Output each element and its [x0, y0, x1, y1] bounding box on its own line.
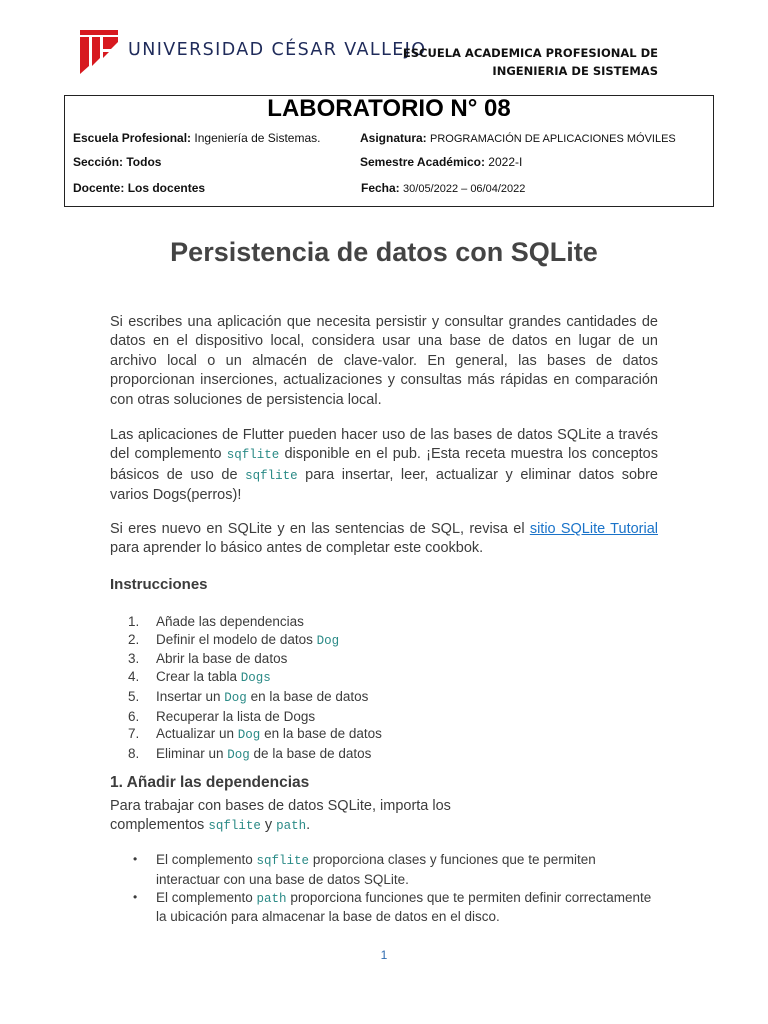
lab-info-box: [64, 95, 714, 207]
escuela-label: Escuela Profesional:: [73, 131, 192, 145]
fecha-label: Fecha:: [361, 181, 400, 195]
code-dog: Dog: [224, 690, 247, 705]
escuela-field: [73, 131, 320, 145]
step-number: 1.: [128, 614, 140, 629]
paragraph-flutter: [110, 426, 658, 506]
step-number: 8.: [128, 745, 140, 761]
seccion-field: [73, 155, 161, 169]
bullet-code: sqflite: [256, 854, 310, 868]
semestre-value: 2022-I: [488, 155, 523, 169]
deps-intro-text-2: y: [260, 817, 277, 834]
step-number: 5.: [128, 688, 140, 704]
page-number: 1: [380, 948, 388, 962]
step-text: Añade las dependencias: [156, 614, 304, 629]
instruction-step: [128, 613, 382, 631]
docente-value: Los docentes: [127, 181, 206, 195]
dependencies-intro: [110, 797, 490, 837]
bullet-item: [133, 851, 663, 889]
lab-title: LABORATORIO N° 08: [267, 95, 511, 122]
asignatura-label: Asignatura:: [360, 131, 427, 145]
code-dog: Dog: [227, 747, 250, 762]
bullet-text: El complemento: [156, 852, 257, 867]
bullet-icon: •: [133, 852, 138, 866]
instructions-heading: Instrucciones: [110, 576, 208, 593]
instruction-step: [128, 745, 382, 765]
school-line-2: INGENIERIA DE SISTEMAS: [492, 64, 658, 78]
paragraph-flutter-text-2: disponible en el pub. ¡Esta receta muestra los conceptos básicos de uso de: [110, 446, 658, 483]
sqlite-tutorial-link[interactable]: sitio SQLite Tutorial: [529, 521, 658, 537]
bullet-text: El complemento: [156, 889, 257, 905]
bullet-item: [133, 889, 663, 927]
school-name: [403, 44, 658, 80]
instruction-step: [128, 708, 382, 726]
deps-intro-text-3: .: [306, 817, 311, 834]
asignatura-field: [360, 131, 676, 145]
semestre-field: [360, 155, 522, 169]
seccion-value: Todos: [126, 155, 162, 169]
step-text-after: en la base de datos: [246, 688, 369, 704]
paragraph-flutter-text-1: Las aplicaciones de Flutter pueden hacer uso de las bases de datos SQLite a través del complemento: [110, 427, 658, 463]
docente-label: Docente:: [73, 181, 125, 195]
code-dog: Dog: [316, 633, 340, 648]
bullet-text-after: proporciona funciones que te permiten definir correctamente la ubicación para almacenar la base de datos en el disco.: [156, 889, 652, 925]
code-sqflite: sqflite: [208, 819, 261, 834]
instruction-step: [128, 725, 382, 745]
escuela-value: Ingeniería de Sistemas.: [194, 131, 321, 145]
instruction-step: [128, 650, 382, 668]
code-path: path: [276, 819, 307, 834]
bullet-code: path: [256, 891, 287, 906]
step-text: Insertar un: [156, 688, 225, 704]
university-logo-icon: [78, 28, 120, 76]
dependencies-heading: 1. Añadir las dependencias: [110, 774, 310, 791]
step-number: 3.: [128, 651, 140, 667]
bullet-icon: •: [133, 889, 138, 904]
university-name: UNIVERSIDAD CÉSAR VALLEJO: [128, 40, 427, 60]
code-dog: Dog: [237, 728, 261, 743]
step-text: Actualizar un: [156, 726, 238, 742]
code-sqflite: sqflite: [226, 448, 280, 463]
paragraph-tutorial-text-2: para aprender lo básico antes de completar este cookbok.: [110, 540, 484, 557]
asignatura-value: PROGRAMACIÓN DE APLICACIONES MÓVILES: [430, 133, 676, 145]
step-text: Recuperar la lista de Dogs: [156, 708, 316, 724]
instruction-step: [128, 668, 382, 688]
paragraph-intro: Si escribes una aplicación que necesita persistir y consultar grandes cantidades de datos en el dispositivo local, considera usar una base de datos en lugar de un archivo local o un almacén de clave-valor. En general, las bases de datos proporcionan inserciones, actualizaciones y consultas más rápidas en comparación con otras soluciones de persistencia local.: [110, 314, 658, 408]
paragraph-tutorial-text-1: Si eres nuevo en SQLite y en las sentencias de SQL, revisa el: [110, 521, 530, 537]
deps-intro-text-1: Para trabajar con bases de datos SQLite, importa los complementos: [110, 798, 451, 834]
step-text-after: de la base de datos: [249, 745, 372, 761]
step-text: Crear la tabla: [156, 669, 241, 685]
fecha-field: [361, 181, 525, 195]
paragraph-sqlite-tutorial: [110, 520, 658, 559]
instructions-list: [128, 613, 382, 765]
step-text: Eliminar un: [156, 745, 228, 761]
step-text: Abrir la base de datos: [156, 651, 288, 667]
code-sqflite: sqflite: [245, 468, 298, 483]
step-text-after: en la base de datos: [260, 726, 382, 742]
document-title: Persistencia de datos con SQLite: [170, 237, 598, 267]
bullet-text-after: proporciona clases y funciones que te permiten interactuar con una base de datos SQLite.: [156, 852, 596, 887]
school-line-1: ESCUELA ACADEMICA PROFESIONAL DE: [402, 46, 658, 60]
semestre-label: Semestre Académico:: [360, 155, 485, 169]
seccion-label: Sección:: [73, 155, 124, 169]
fecha-value: 30/05/2022 – 06/04/2022: [403, 183, 526, 195]
step-number: 7.: [128, 726, 140, 742]
code-dog: Dogs: [240, 671, 271, 686]
dependencies-bullet-list: [133, 851, 663, 926]
step-number: 4.: [128, 669, 140, 685]
instruction-step: [128, 688, 382, 708]
instruction-step: [128, 631, 382, 651]
step-text: Definir el modelo de datos: [156, 631, 317, 647]
paragraph-flutter-text-3: para insertar, leer, actualizar y eliminar datos sobre varios Dogs(perros)!: [110, 466, 658, 504]
docente-field: [73, 181, 205, 195]
step-number: 2.: [128, 631, 140, 647]
step-number: 6.: [128, 708, 140, 724]
